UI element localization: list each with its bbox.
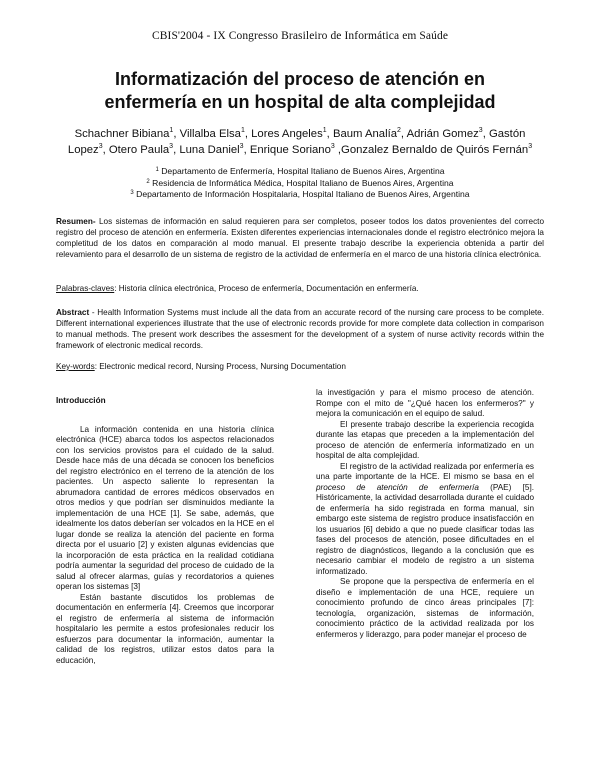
palabras-claves-label: Palabras-claves	[56, 284, 115, 293]
right-column	[316, 388, 534, 640]
keywords-paragraph	[56, 361, 544, 372]
affiliation: $^1$ Departamento de Enfermería, Hospital Italiano de Buenos Aires, Argentina	[155, 166, 445, 176]
keywords-text: : Electronic medical record, Nursing Process, Nursing Documentation	[94, 362, 346, 371]
abstract-label: Abstract	[56, 308, 90, 317]
body-paragraph: la investigación y para el mismo proceso de atención. Rompe con el mito de "¿Qué hacen los enfermeros?" y mejora la comunicación en el equipo de salud.	[316, 388, 534, 418]
left-column	[56, 386, 274, 666]
author: Gonzalez Bernaldo de Quirós Fernán$^3$	[341, 143, 533, 156]
abstract-text: - Health Information Systems must include all the data from an accurate record of the nursing care process to be complete. Different international experiences illustrate that the use of electronic records provide for more complete data collection in comparison to manual methods. The present work describes the assesment for the development of a system of nurse activity records within the framework of electronic medical records.	[56, 308, 544, 350]
keywords-label: Key-words	[56, 362, 95, 371]
body-paragraph: El registro de la actividad realizada por enfermería es una parte importante de la HCE. El mismo se basa en el proceso de atención de enfermería (PAE) [5]. Históricamente, la actividad desarrollada durante el cuidado de enfermería ha sido registrada en forma manual, sin embargo este sistema de registro produce insatisfacción en los usuarios [6] debido a que no puede clasificar todas las fases del procesos de atención, posee dificultades en el registro de diagnósticos, llegando a la conclusión que es necesario cambiar el modelo de registro a un sistema informatizado.	[316, 461, 534, 576]
affiliation-list	[60, 166, 540, 201]
body-paragraph: Se propone que la perspectiva de enfermería en el diseño e implementación de una HCE, requiere un conocimiento profundo de cinco áreas principales [7]: tecnología, organización, sistemas de información, conocimiento práctico de la actividad realizada por los enfermeros y liderazgo, para poder manejar el proceso de	[316, 577, 534, 639]
author: Baum Analía$^2$,	[332, 127, 407, 140]
running-header: CBIS'2004 - IX Congresso Brasileiro de Informática em Saúde	[151, 30, 449, 42]
palabras-claves-text: : Historia clínica electrónica, Proceso de enfermería, Documentación en enfermería.	[114, 284, 419, 293]
paper-title	[60, 68, 540, 114]
author: Schachner Bibiana$^1$,	[74, 127, 180, 140]
section-heading-introduccion: Introducción	[56, 396, 106, 405]
affiliation: $^3$ Departamento de Información Hospitalaria, Hospital Italiano de Buenos Aires, Argentina	[130, 189, 470, 199]
resumen-text: Los sistemas de información en salud requieren para ser completos, poseer todos los datos provenientes del correcto registro del proceso de atención en enfermería. Existen diferentes experiencias internacionales donde el registro electrónico mejora la completitud de los datos en comparación al modo manual. El presente trabajo describe la experiencia obtenida a partir del relevamiento para el desarrollo de un sistema de registro de la actividad de enfermería en el marco de una historia clínica electrónica.	[56, 217, 544, 259]
author: Enrique Soriano$^3$ ,	[249, 143, 342, 156]
palabras-claves-paragraph	[56, 283, 544, 294]
author-list	[56, 126, 544, 158]
body-paragraph: La información contenida en una historia clínica electrónica (HCE) abarca todos los aspectos relacionados con los servicios provistos para el cuidado de la salud. Desde hace más de una década se conocen los beneficios del registro electrónico en el terreno de la atención de los pacientes. Un aspecto saliente lo representan la abrumadora cantidad de errores médicos observados en otros medios y que podrían ser disminuidos mediante la implementación de una HCE [1]. Se sabe, además, que idealmente los datos deberían ser volcados en la HCE en el lugar donde se realiza la atención del paciente en forma directa por el usuario [2] y existen algunas evidencias que la incorporación de esta práctica en la realidad cotidiana podría aumentar la seguridad del proceso de cuidado de la salud al ofrecer alarmas, guías y recordatorios a quienes operan los sistemas [3]	[56, 424, 274, 591]
emphasis-pae: proceso de atención de enfermería	[316, 482, 479, 492]
resumen-label: Resumen-	[56, 217, 96, 226]
author: Otero Paula$^3$,	[108, 143, 180, 156]
body-paragraph: Están bastante discutidos los problemas de documentación en enfermería [4]. Creemos que incorporar el registro de enfermería al sistema de información hospitalario les permite a estos profesionales reducir los esfuerzos para documentar la información, aumentar la calidad de los registros, utilizar estos datos para la educación,	[56, 592, 274, 665]
resumen-paragraph	[56, 216, 544, 260]
abstract-paragraph	[56, 307, 544, 351]
affiliation: $^2$ Residencia de Informática Médica, Hospital Italiano de Buenos Aires, Argentina	[146, 177, 454, 188]
author: Villalba Elsa$^1$,	[179, 127, 252, 140]
author: Luna Daniel$^3$,	[179, 143, 250, 156]
author: Adrián Gomez$^3$,	[406, 127, 489, 140]
body-paragraph: El presente trabajo describe la experiencia recogida durante las etapas que preceden a la implementación del proceso de atención de enfermería informatizado en un hospital de alta complejidad.	[316, 419, 534, 460]
title-line-2: enfermería en un hospital de alta complejidad	[104, 92, 496, 112]
title-line-1: Informatización del proceso de atención en	[114, 69, 486, 89]
author: Gastón Lopez$^3$,	[67, 128, 526, 156]
author: Lores Angeles$^1$,	[251, 127, 333, 140]
